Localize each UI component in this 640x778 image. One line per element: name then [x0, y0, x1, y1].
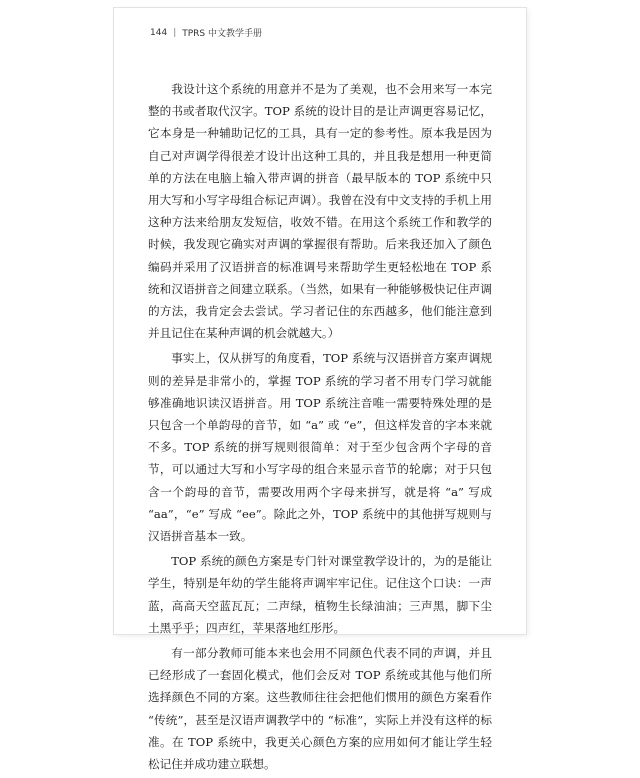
paragraph: 我设计这个系统的用意并不是为了美观，也不会用来写一本完整的书或者取代汉字。TOP 系统的设计目的是让声调更容易记忆，它本身是一种辅助记忆的工具，具有一定的参考性。原本我是因为自己对声调学得很差才设计出这种工具的，并且我是想用一种更简单的方法在电脑上输入带声调的拼音（最早版本的 TOP 系统中只用大写和小写字母组合标记声调）。我曾在没有中文支持的手机上用这种方法来给朋友发短信，收效不错。在用这个系统工作和教学的时候，我发现它确实对声调的掌握很有帮助。后来我还加入了颜色编码并采用了汉语拼音的标准调号来帮助学生更轻松地在 TOP 系统和汉语拼音之间建立联系。（当然，如果有一种能够极快记住声调的方法，我肯定会去尝试。学习者记住的东西越多，他们能注意到并且记住在某种声调的机会就越大。） [148, 82, 492, 341]
paragraph: 有一部分教师可能本来也会用不同颜色代表不同的声调，并且已经形成了一套固化模式，他们会反对 TOP 系统或其他与他们所选择颜色不同的方案。这些教师往往会把他们惯用的颜色方案看作 “传统”，甚至是汉语声调教学中的 “标准”，实际上并没有这样的标准。在 TOP 系统中，我更关心颜色方案的应用如何才能让学生轻松记住并成功建立联想。 [148, 646, 492, 772]
running-header [150, 26, 262, 39]
paragraph: TOP 系统的颜色方案是专门针对课堂教学设计的，为的是能让学生，特别是年幼的学生能将声调牢牢记住。记住这个口诀：一声蓝，高高天空蓝瓦瓦；二声绿，植物生长绿油油；三声黑，脚下尘土黑乎乎；四声红，苹果落地红彤彤。 [148, 554, 492, 635]
paragraph: 事实上，仅从拼写的角度看，TOP 系统与汉语拼音方案声调规则的差异是非常小的，掌握 TOP 系统的学习者不用专门学习就能够准确地识读汉语拼音。用 TOP 系统注音唯一需要特殊处理的是只包含一个单韵母的音节，如 “a” 或 “e”，但这样发音的字本来就不多。TOP 系统的拼写规则很简单：对于至少包含两个字母的音节，可以通过大写和小写字母的组合来显示音节的轮廓；对于只包含一个韵母的音节，需要改用两个字母来拼写，就是将 “a” 写成 “aa”，“e” 写成 “ee”。除此之外，TOP 系统中的其他拼写规则与汉语拼音基本一致。 [148, 351, 492, 544]
book-title: TPRS 中文教学手册 [182, 29, 262, 39]
book-page [114, 8, 526, 772]
page-number: 144 [150, 27, 168, 38]
header-separator: | [173, 27, 177, 38]
page-body [148, 78, 492, 778]
